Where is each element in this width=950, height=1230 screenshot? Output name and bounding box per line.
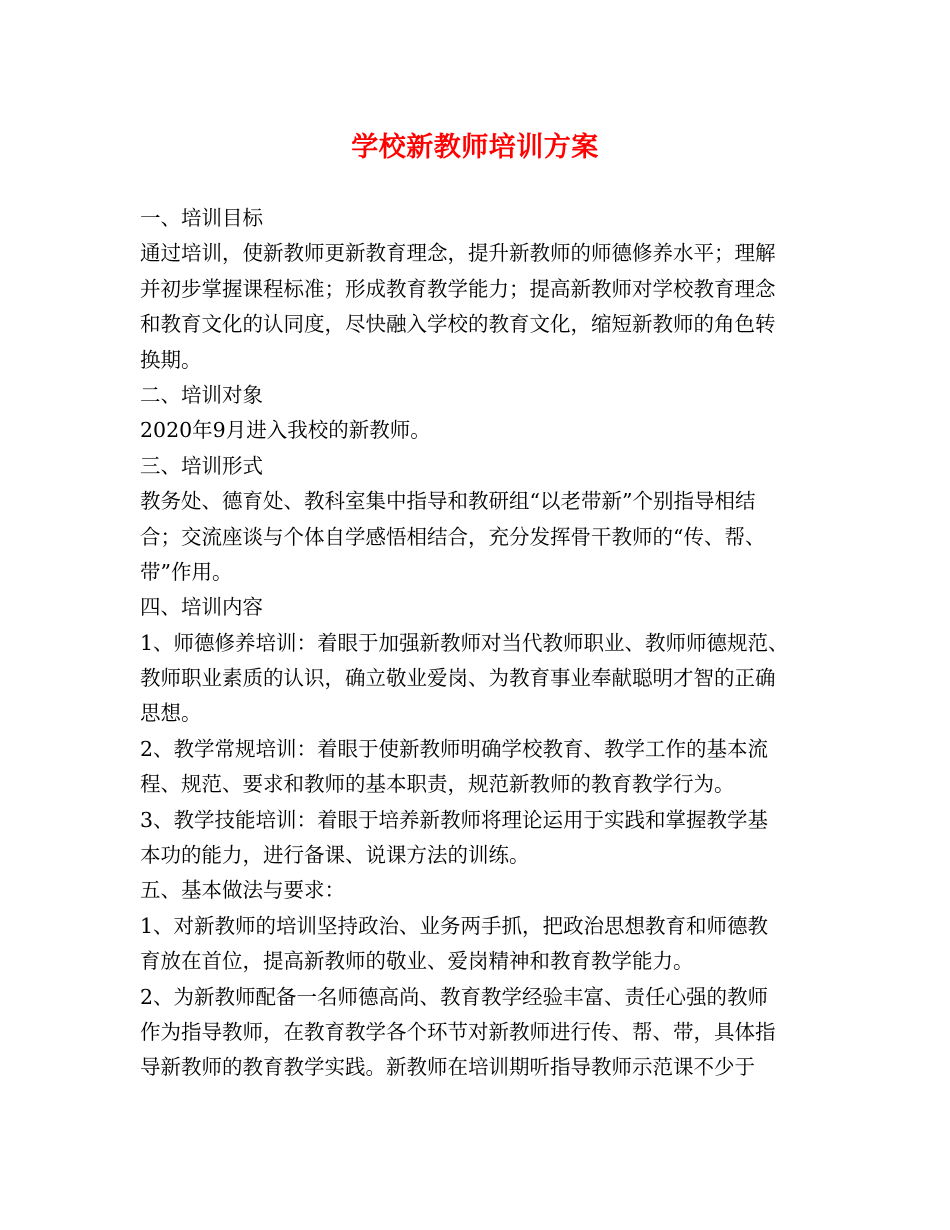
section-heading: 一、培训目标 [140,206,263,230]
text-line: 2、教学常规培训：着眼于使新教师明确学校教育、教学工作的基本流 [140,736,769,761]
text-line: 并初步掌握课程标准；形成教育教学能力；提高新教师对学校教育理念 [140,276,776,301]
text-line: 思想。 [140,701,202,726]
text-line: 2020年9月进入我校的新教师。 [140,418,431,443]
text-line: 教师职业素质的认识，确立敬业爱岗、为教育事业奉献聪明才智的正确 [140,666,776,691]
document-title: 学校新教师培训方案 [351,132,599,163]
text-line: 作为指导教师，在教育教学各个环节对新教师进行传、帮、带，具体指 [140,1019,776,1044]
text-line: 3、教学技能培训：着眼于培养新教师将理论运用于实践和掌握教学基 [140,807,769,832]
text-line: 2、为新教师配备一名师德高尚、教育教学经验丰富、责任心强的教师 [140,984,769,1009]
text-line: 育放在首位，提高新教师的敬业、爱岗精神和教育教学能力。 [140,949,694,974]
text-line: 1、对新教师的培训坚持政治、业务两手抓，把政治思想教育和师德教 [140,913,769,938]
text-line: 通过培训，使新教师更新教育理念，提升新教师的师德修养水平；理解 [140,241,776,266]
text-line: 换期。 [140,347,202,372]
section-heading: 五、基本做法与要求： [140,878,345,903]
section-heading: 三、培训形式 [140,453,263,478]
text-line: 合；交流座谈与个体自学感悟相结合，充分发挥骨干教师的“传、帮、 [140,524,766,549]
text-line: 带”作用。 [140,559,233,584]
text-line: 导新教师的教育教学实践。新教师在培训期听指导教师示范课不少于 [140,1055,755,1080]
text-line: 1、师德修养培训：着眼于加强新教师对当代教师职业、教师师德规范、 [140,630,789,655]
section-heading: 四、培训内容 [140,595,263,620]
section-heading: 二、培训对象 [140,382,263,407]
text-line: 和教育文化的认同度，尽快融入学校的教育文化，缩短新教师的角色转 [140,312,776,337]
text-line: 程、规范、要求和教师的基本职责，规范新教师的教育教学行为。 [140,772,735,797]
text-line: 教务处、德育处、教科室集中指导和教研组“以老带新”个别指导相结 [140,489,756,514]
text-line: 本功的能力，进行备课、说课方法的训练。 [140,843,530,868]
document-body [140,201,824,1086]
